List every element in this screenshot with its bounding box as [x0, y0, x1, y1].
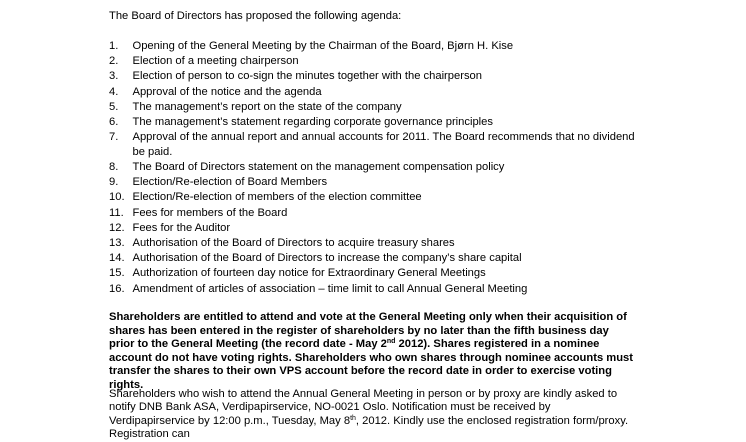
agenda-item-number: 5.	[109, 100, 119, 113]
attendance-text-2: , 2012. Kindly use the enclosed registration form/proxy. Registration can	[109, 414, 629, 441]
agenda-item-text: Election of a meeting chairperson	[132, 55, 299, 68]
agenda-item-number: 11.	[109, 206, 124, 219]
agenda-item-number: 15.	[109, 267, 125, 280]
agenda-item	[109, 282, 639, 297]
agenda-item	[109, 221, 639, 236]
agenda-item-number: 9.	[109, 176, 119, 189]
agenda-item	[109, 69, 639, 84]
agenda-item-text: Fees for the Auditor	[132, 221, 231, 234]
agenda-item-number: 6.	[109, 115, 119, 128]
agenda-item-number: 2.	[109, 55, 119, 68]
attendance-text-1: Shareholders who wish to attend the Annual General Meeting in person or by proxy are kindly asked to notify DNB Bank ASA, Verdipapirservice, NO-0021 Oslo. Notification must be received by Verdipapirservice by 12:00 p.m., Tuesday, May 8	[109, 388, 618, 427]
agenda-item-number: 3.	[109, 70, 119, 83]
agenda-item	[109, 115, 639, 130]
shareholder-rights-text-2: 2012). Shares registered in a nominee account do not have voting rights. Shareholders who own shares through nominee accounts must transfer the shares to their own VPS account before the record date in order to exercise voting rights.	[109, 338, 634, 391]
shareholder-rights-paragraph	[109, 311, 636, 393]
agenda-item	[109, 85, 639, 100]
agenda-item	[109, 39, 639, 54]
agenda-item	[109, 175, 639, 190]
agenda-item-text: The management’s statement regarding corporate governance principles	[132, 115, 493, 128]
agenda-item-number: 13.	[109, 237, 125, 250]
agenda-item-text: Authorisation of the Board of Directors to increase the company’s share capital	[132, 252, 522, 265]
agenda-item-number: 7.	[109, 131, 119, 144]
agenda-item-text: Election/Re-election of members of the election committee	[132, 191, 422, 204]
shareholder-rights-superscript: nd	[386, 338, 396, 346]
agenda-item	[109, 251, 639, 266]
agenda-item	[109, 160, 639, 175]
agenda-item-text: Approval of the annual report and annual accounts for 2011. The Board recommends that no dividend be paid.	[132, 131, 635, 158]
agenda-item	[109, 130, 639, 160]
agenda-item-number: 10.	[109, 191, 125, 204]
agenda-item-text: Election/Re-election of Board Members	[132, 176, 328, 189]
agenda-item-number: 1.	[109, 40, 119, 52]
agenda-item-number: 4.	[109, 85, 119, 98]
agenda-item-text: Amendment of articles of association – time limit to call Annual General Meeting	[132, 282, 528, 295]
agenda-intro: The Board of Directors has proposed the following agenda:	[109, 10, 402, 22]
attendance-superscript: th	[350, 414, 356, 422]
agenda-item-number: 16.	[109, 282, 125, 295]
agenda-item-number: 12.	[109, 221, 125, 234]
agenda-item	[109, 206, 639, 221]
agenda-list	[109, 39, 639, 297]
agenda-item	[109, 100, 639, 115]
agenda-item	[109, 190, 639, 205]
agenda-item-text: Election of person to co-sign the minutes together with the chairperson	[132, 70, 482, 83]
shareholder-rights-text-1: Shareholders are entitled to attend and vote at the General Meeting only when their acquisition of shares has been entered in the register of shareholders by no later than the fifth business day prior to the General Meeting (the record date - May 2	[109, 311, 627, 351]
agenda-item-text: The management’s report on the state of the company	[132, 100, 402, 113]
agenda-item	[109, 266, 639, 281]
attendance-paragraph	[109, 388, 639, 442]
agenda-item	[109, 54, 639, 69]
agenda-item-text: Opening of the General Meeting by the Chairman of the Board, Bjørn H. Kise	[132, 40, 514, 52]
agenda-item-number: 8.	[109, 161, 119, 174]
agenda-item-text: Approval of the notice and the agenda	[132, 85, 322, 98]
agenda-item-text: Authorization of fourteen day notice for Extraordinary General Meetings	[132, 267, 486, 280]
agenda-item	[109, 236, 639, 251]
agenda-item-text: The Board of Directors statement on the management compensation policy	[132, 161, 505, 174]
agenda-item-number: 14.	[109, 252, 125, 265]
agenda-item-text: Authorisation of the Board of Directors to acquire treasury shares	[132, 237, 455, 250]
agenda-item-text: Fees for members of the Board	[132, 206, 288, 219]
